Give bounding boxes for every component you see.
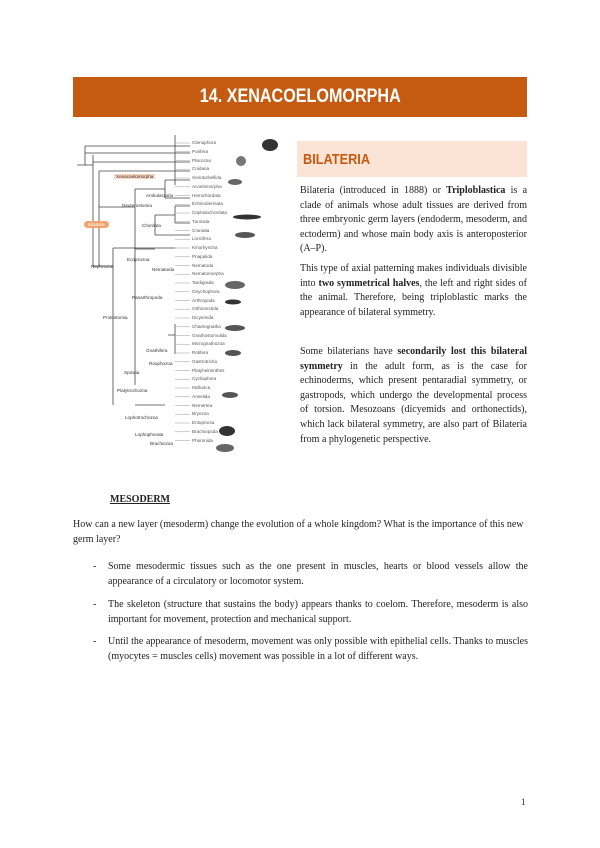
clade-brachiozoa: Brachiozoa [150,441,173,446]
bullet-text: Until the appearance of mesoderm, movement was only possible with epithelial cells. Thanks to muscles (myocytes = muscles cells) movement was possible in a lot of different ways. [108,636,528,662]
dash-bullet: - [93,636,97,647]
taxon-label: Cnidaria [192,166,210,172]
orthonectida-illustration [225,325,245,331]
text: in the adult form, as is the case for echinoderms, which present pentaradial symmetry, or gastropods, which undergo the developmental process of torsion. Mesozoans (dicyemids and orthonectids), which lack bilateral symmetry, are also part of Bilateria from a phylogenetic perspective. [300,360,527,445]
clade-platytrochozoa: Platytrochozoa [117,388,148,393]
onychophora-illustration [225,300,241,305]
bullet-text: Some mesodermic tissues such as the one present in muscles, hearts or blood vessels allow the appearance of a circulatory or locomotor system. [108,561,528,587]
bold-term: Triploblastica [446,185,506,196]
taxon-label: Porifera [192,148,209,154]
taxon-label: Brachiopoda [192,428,218,434]
text: This type of axial patterning makes individuals divisible into [300,263,527,289]
page-number: 1 [521,797,526,807]
chapter-title: 14. XENACOELOMORPHA [199,86,401,107]
taxon-label: Bryozoa [192,411,209,417]
taxon-label: Nematoda [192,262,214,268]
taxon-label: Tardigrada [192,280,214,285]
clade-spiralia: Spiralia [124,370,140,375]
bullet-item [93,559,528,589]
bryozoa-illustration [219,426,235,436]
section-heading-box [297,141,527,177]
clade-ecdysozoa: Ecdysozoa [127,257,150,262]
chaetognatha-illustration [225,350,241,356]
mesoderm-question: How can a new layer (mesoderm) change the evolution of a whole kingdom? What is the importance of this new germ layer? [73,519,524,545]
xenoturbellida-illustration [228,179,242,185]
clade-nephrozoa: Nephrozoa [91,264,114,269]
brachiopoda-illustration [216,444,234,452]
taxon-label: Nemertea [192,402,213,408]
clade-xenacoelomorpha: Xenacoelomorpha [116,174,154,179]
taxon-label: Orthonectida [192,306,219,312]
clade-lophophorata: Lophophorata [135,432,164,437]
taxon-label: Dicyemida [192,315,214,320]
taxon-label: Mollusca [192,385,211,390]
taxon-label: Echinodermata [192,201,223,207]
section-title: BILATERIA [303,150,371,168]
taxon-label: Priapulida [192,253,213,259]
taxon-label: Placozoa [192,157,211,163]
bullet-item [93,634,528,664]
taxon-label: Acoelomorpha [192,183,222,189]
clade-deuterostomia: Deuterostomia [122,203,152,208]
taxon-label: Micrognathozoa [192,341,225,347]
dash-bullet: - [93,599,97,610]
chapter-title-bar [73,77,527,117]
taxon-label: Arthropoda [192,297,215,303]
ctenophora-illustration [262,139,278,151]
clade-chordata: Chordata [142,223,161,228]
text: Some bilaterians have [300,346,398,357]
paragraph-3 [300,345,527,447]
craniata-illustration [235,232,255,238]
text: Bilateria (introduced in 1888) or [300,185,447,196]
taxon-label: Platyhelminthes [192,367,225,373]
bullet-item [93,597,528,627]
animal-illustrations [216,139,278,452]
taxon-label: Phoronida [192,437,213,443]
clade-gnathifera: Gnathifera [146,348,168,353]
dash-bullet: - [93,561,97,572]
taxon-label: Craniata [192,227,210,233]
clade-bilateria: Bilateria [84,221,109,228]
clade-protostomia: Protostomia [103,315,128,320]
taxon-label: Nematomorpha [192,271,224,277]
taxon-label: Tunicata [192,218,210,224]
clade-ambulacraria: Ambulacraria [146,193,174,198]
taxon-label: Ctenophora [192,140,217,145]
taxon-label: Chaetognatha [192,323,221,329]
bullet-text: The skeleton (structure that sustains the body) appears thanks to coelom. Therefore, mesoderm is also important for movement, protection and mechanical support. [108,599,528,625]
taxon-label: Annelida [192,393,210,399]
mesoderm-heading: MESODERM [110,494,170,505]
taxon-label: Kinorhyncha [192,245,218,250]
cephalochordata-illustration [233,215,261,220]
bold-term: secondarily lost this bilateral symmetry [300,346,527,372]
taxon-label: Gastrotricha [192,358,218,364]
clade-nematoida: Nematoida [152,267,175,272]
taxon-label: Gnathostomulida [192,332,227,338]
text: is a clade of animals whose adult tissues are derived from three embryonic germ layers (endoderm, mesoderm, and ectoderm) and whose main body axis is anteroposterior (A–P). [300,185,528,255]
tardigrada-illustration [225,281,245,289]
clade-lophotrochozoa: Lophotrochozoa [125,415,158,420]
taxon-label: Cycliophora [192,376,217,382]
paragraph-1 [300,184,527,257]
clade-panarthropoda: Panarthropoda [132,295,163,300]
taxon-label: Entoprocta [192,420,215,425]
taxon-label: Hemichordata [192,192,221,198]
taxon-label: Rotifera [192,350,209,355]
text: , the left and right sides of the animal. Therefore, being triploblastic marks the appearance of bilateral symmetry. [300,277,527,318]
placozoa-illustration [236,156,246,166]
clade-rouphozoa: Rouphozoa [149,361,173,366]
phylogenetic-tree [75,135,290,465]
taxon-label: Cephalochordata [192,210,227,215]
paragraph-2 [300,262,527,320]
tree-lines [75,135,290,465]
taxon-label: Loricifera [192,236,211,242]
platyhelminthes-illustration [222,392,238,398]
bold-term: two symmetrical halves [318,277,420,289]
taxon-label: Xenoturbellida [192,175,222,180]
taxon-label: Onychophora [192,288,220,294]
